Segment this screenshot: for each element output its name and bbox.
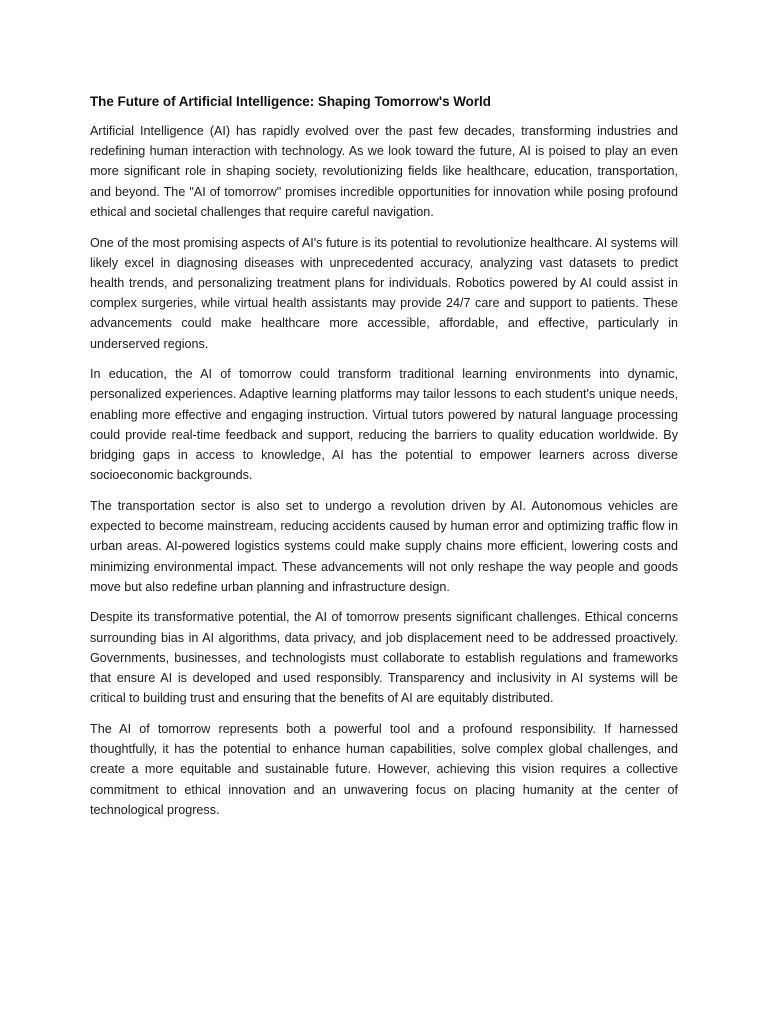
paragraph-healthcare: One of the most promising aspects of AI's future is its potential to revolutionize healthcare. AI systems will likely excel in diagnosing diseases with unprecedented accuracy, analyzing vast datasets to predict health trends, and personalizing treatment plans for individuals. Robotics powered by AI could assist in complex surgeries, while virtual health assistants may provide 24/7 care and support to patients. These advancements could make healthcare more accessible, affordable, and effective, particularly in underserved regions. bbox=[90, 235, 678, 351]
paragraph-challenges: Despite its transformative potential, the AI of tomorrow presents significant challenges. Ethical concerns surrounding bias in AI algorithms, data privacy, and job displacement need to be addressed proactively. Governments, businesses, and technologists must collaborate to establish regulations and frameworks that ensure AI is developed and used responsibly. Transparency and inclusivity in AI systems will be critical to building trust and ensuring that the benefits of AI are equitably distributed. bbox=[90, 610, 678, 706]
document-title: The Future of Artificial Intelligence: Shaping Tomorrow's World bbox=[90, 94, 491, 109]
paragraph-conclusion: The AI of tomorrow represents both a powerful tool and a profound responsibility. If harnessed thoughtfully, it has the potential to enhance human capabilities, solve complex global challenges, and create a more equitable and sustainable future. However, achieving this vision requires a collective commitment to ethical innovation and an unwavering focus on placing humanity at the center of technological progress. bbox=[90, 721, 678, 817]
document-page bbox=[90, 92, 678, 831]
paragraph-education: In education, the AI of tomorrow could transform traditional learning environments into dynamic, personalized experiences. Adaptive learning platforms may tailor lessons to each student's unique needs, enabling more effective and engaging instruction. Virtual tutors powered by natural language processing could provide real-time feedback and support, reducing the barriers to quality education worldwide. By bridging gaps in access to knowledge, AI has the potential to empower learners across diverse socioeconomic backgrounds. bbox=[90, 367, 678, 483]
paragraph-introduction: Artificial Intelligence (AI) has rapidly evolved over the past few decades, transforming industries and redefining human interaction with technology. As we look toward the future, AI is poised to play an even more significant role in shaping society, revolutionizing fields like healthcare, education, transportation, and beyond. The "AI of tomorrow" promises incredible opportunities for innovation while posing profound ethical and societal challenges that require careful navigation. bbox=[90, 124, 678, 219]
paragraph-transportation: The transportation sector is also set to undergo a revolution driven by AI. Autonomous vehicles are expected to become mainstream, reducing accidents caused by human error and optimizing traffic flow in urban areas. AI-powered logistics systems could make supply chains more efficient, lowering costs and minimizing environmental impact. These advancements will not only reshape the way people and goods move but also redefine urban planning and infrastructure design. bbox=[90, 498, 678, 594]
